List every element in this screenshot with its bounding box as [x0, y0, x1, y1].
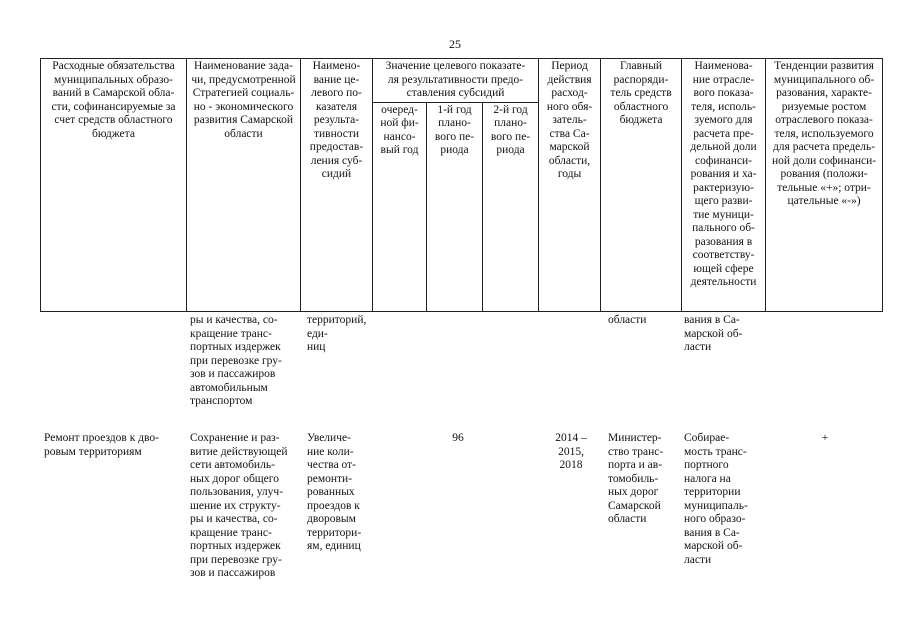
header-col-period: Период действия расход- ного обя- затель- ства Са- марской области, годы	[539, 59, 601, 312]
row-trend: +	[821, 432, 829, 444]
header-col-trend: Тенденции развития муниципального об- разования, характе- ризуемые ростом отраслевого показа- теля, используемого для расчета предель- ной доли софинанси- рования (положи- тельные «+»; отри- цательные «-»)	[766, 59, 883, 312]
header-col-indicator: Наимено- вание це- левого по- казателя результа- тивности предостав- ления суб- сидий	[301, 59, 373, 312]
row-value: 96	[452, 432, 464, 444]
header-col-obligations: Расходные обязательства муниципальных образо- ваний в Самарской обла- сти, софинансируемые за счет средств областного бюджета	[41, 59, 187, 312]
header-col-value: Значение целевого показате- ля результативности предо- ставления субсидий	[373, 59, 539, 103]
header-col-sector-indicator: Наименова- ние отрасле- вого показа- теля, исполь- зуемого для расчета пре- дельной доли софинанси- рования и ха- рактеризую- щего разви- тие муници- пального об- разования в соответству- ющей сфере деятельности	[682, 59, 766, 312]
header-col-administrator: Главный распоряди- тель средств областного бюджета	[601, 59, 682, 312]
header-col-task: Наименование зада- чи, предусмотренной Стратегией социаль- но - экономического развития Самарской области	[187, 59, 301, 312]
row-period: 2014 – 2015, 2018	[555, 432, 587, 471]
header-table	[40, 58, 883, 312]
cont-indicator-text: территорий, еди- ниц	[307, 314, 367, 353]
cont-task-text: ры и качества, со- кращение транс- портных издержек при перевозке гру- зов и пассажиров автомобильным транспортом	[190, 314, 282, 407]
row-administrator: Министер- ство транс- порта и ав- томобиль- ных дорог Самарской области	[608, 432, 664, 525]
header-col-current-year: очеред- ной фи- нансо- вый год	[373, 102, 427, 312]
cont-sector-text: вания в Са- марской об- ласти	[684, 314, 743, 353]
row-sector-indicator: Собирае- мость транс- портного налога на территории муниципаль- ного образо- вания в Са- марской об- ласти	[684, 432, 748, 566]
cont-administrator-text: области	[608, 314, 647, 326]
header-col-plan-year-2: 2-й год плано- вого пе- риода	[483, 102, 539, 312]
page-number: 25	[449, 37, 461, 51]
row-obligation: Ремонт проездов к дво- ровым территориям	[44, 432, 159, 458]
row-task: Сохранение и раз- витие действующей сети автомобиль- ных дорог общего пользования, улуч- шение их структу- ры и качества, со- кращение транс- портных издержек при перевозке гру- зов и пассажиров	[190, 432, 288, 579]
header-col-plan-year-1: 1-й год плано- вого пе- риода	[427, 102, 483, 312]
row-indicator: Увеличе- ние коли- чества от- ремонти- рованных проездов к дворовым территори- ям, единиц	[307, 432, 362, 552]
